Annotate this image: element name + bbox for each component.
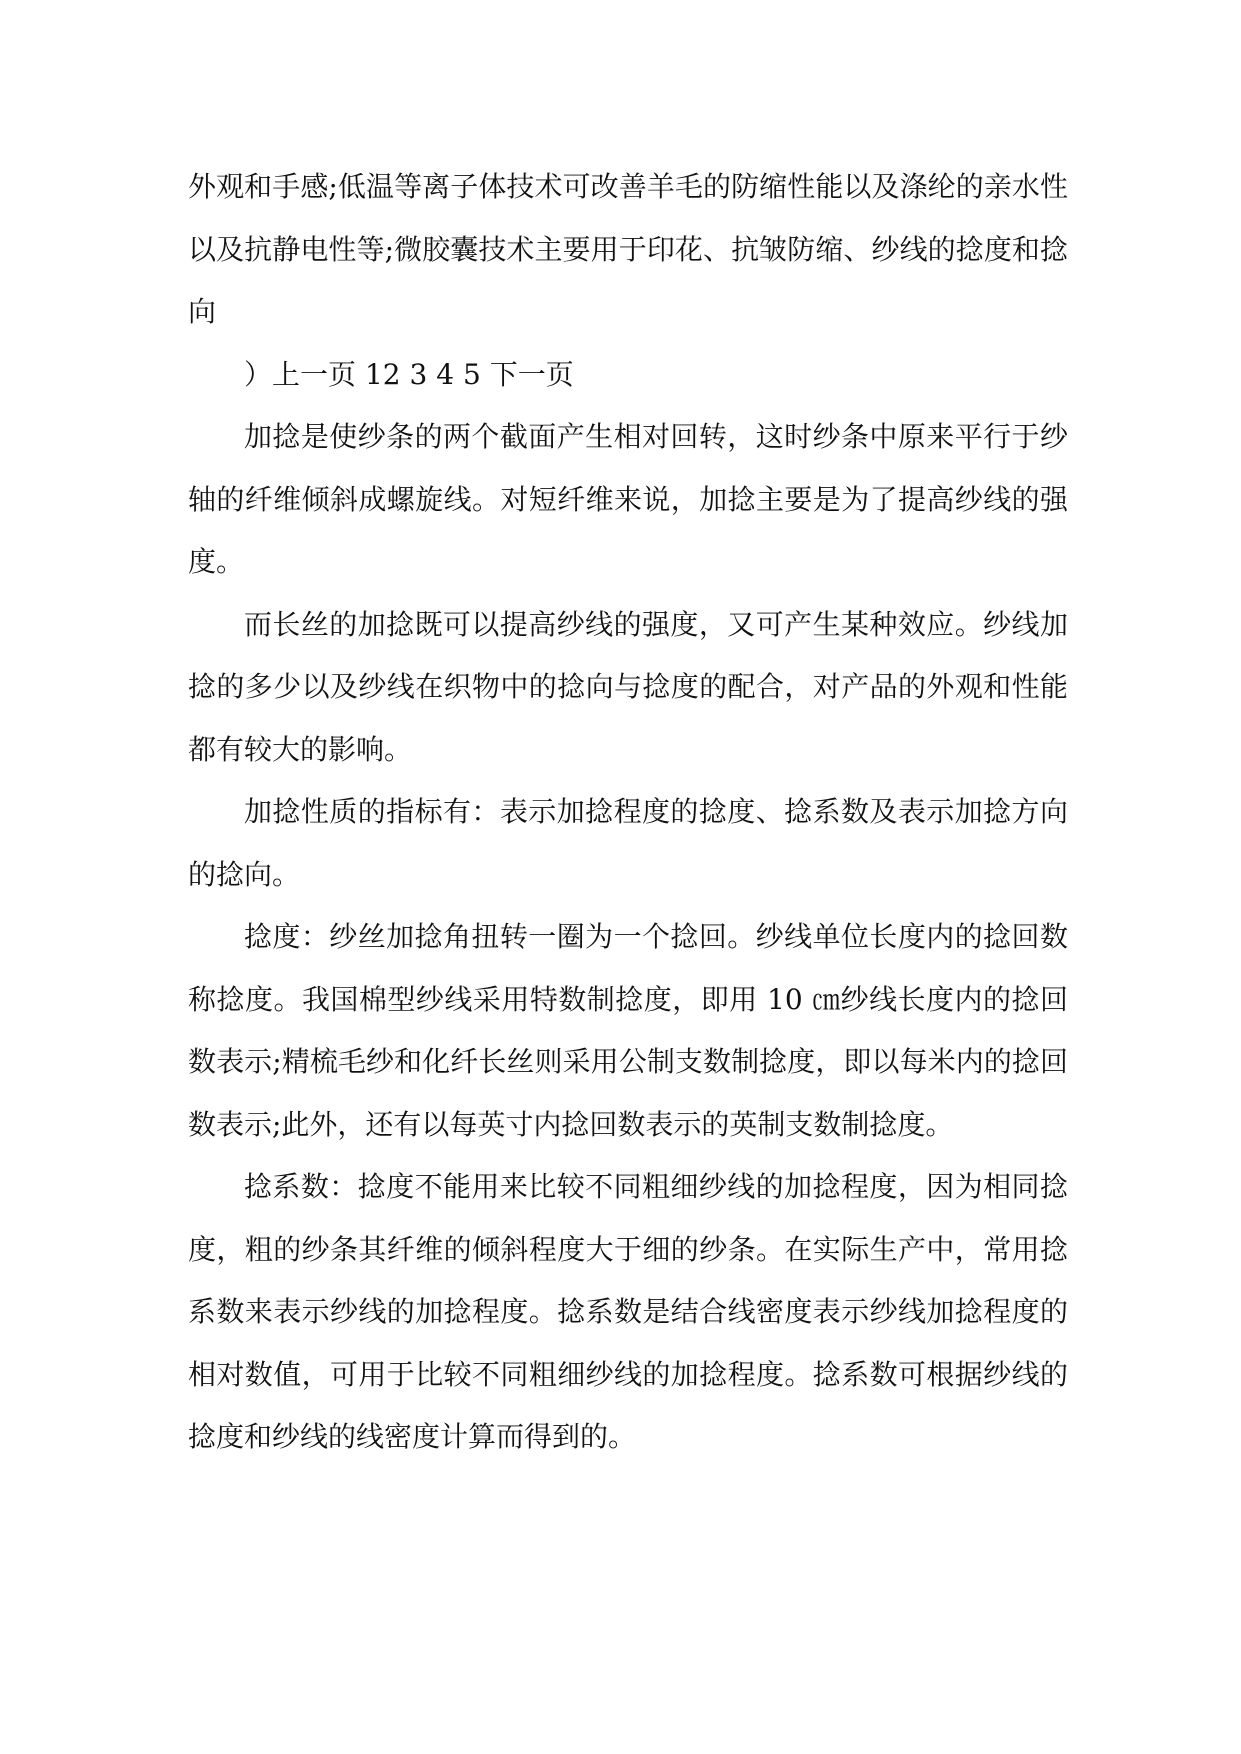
paragraph-filament-twist: 而长丝的加捻既可以提高纱线的强度，又可产生某种效应。纱线加捻的多少以及纱线在织物中的捻向与捻度的配合，对产品的外观和性能都有较大的影响。 bbox=[188, 607, 1068, 766]
pagination-paren: ） bbox=[244, 357, 273, 391]
paragraph-intro: 外观和手感;低温等离子体技术可改善羊毛的防缩性能以及涤纶的亲水性以及抗静电性等;微胶囊技术主要用于印花、抗皱防缩、纱线的捻度和捻向 bbox=[188, 170, 1068, 328]
page-link-5[interactable]: 5 bbox=[462, 357, 481, 391]
next-page-link[interactable]: 下一页 bbox=[489, 357, 574, 391]
prev-page-link[interactable]: 上一页 bbox=[272, 357, 357, 391]
pagination bbox=[188, 344, 1068, 407]
paragraph-twist-indicators: 加捻性质的指标有：表示加捻程度的捻度、捻系数及表示加捻方向的捻向。 bbox=[188, 795, 1068, 891]
document-page bbox=[188, 156, 1068, 1469]
paragraph-twisting-definition: 加捻是使纱条的两个截面产生相对回转，这时纱条中原来平行于纱轴的纤维倾斜成螺旋线。对短纤维来说，加捻主要是为了提高纱线的强度。 bbox=[188, 420, 1068, 578]
paragraph-twist-factor: 捻系数：捻度不能用来比较不同粗细纱线的加捻程度，因为相同捻度，粗的纱条其纤维的倾斜程度大于细的纱条。在实际生产中，常用捻系数来表示纱线的加捻程度。捻系数是结合线密度表示纱线加捻程度的相对数值，可用于比较不同粗细纱线的加捻程度。捻系数可根据纱线的捻度和纱线的线密度计算而得到的。 bbox=[188, 1170, 1068, 1453]
page-link-3[interactable]: 3 bbox=[409, 357, 428, 391]
page-link-4[interactable]: 4 bbox=[436, 357, 455, 391]
paragraph-twist-count: 捻度：纱丝加捻角扭转一圈为一个捻回。纱线单位长度内的捻回数称捻度。我国棉型纱线采用特数制捻度，即用 10 ㎝纱线长度内的捻回数表示;精梳毛纱和化纤长丝则采用公制支数制捻度，即以每米内的捻回数表示;此外，还有以每英寸内捻回数表示的英制支数制捻度。 bbox=[188, 920, 1068, 1141]
page-link-12[interactable]: 12 bbox=[364, 357, 401, 391]
